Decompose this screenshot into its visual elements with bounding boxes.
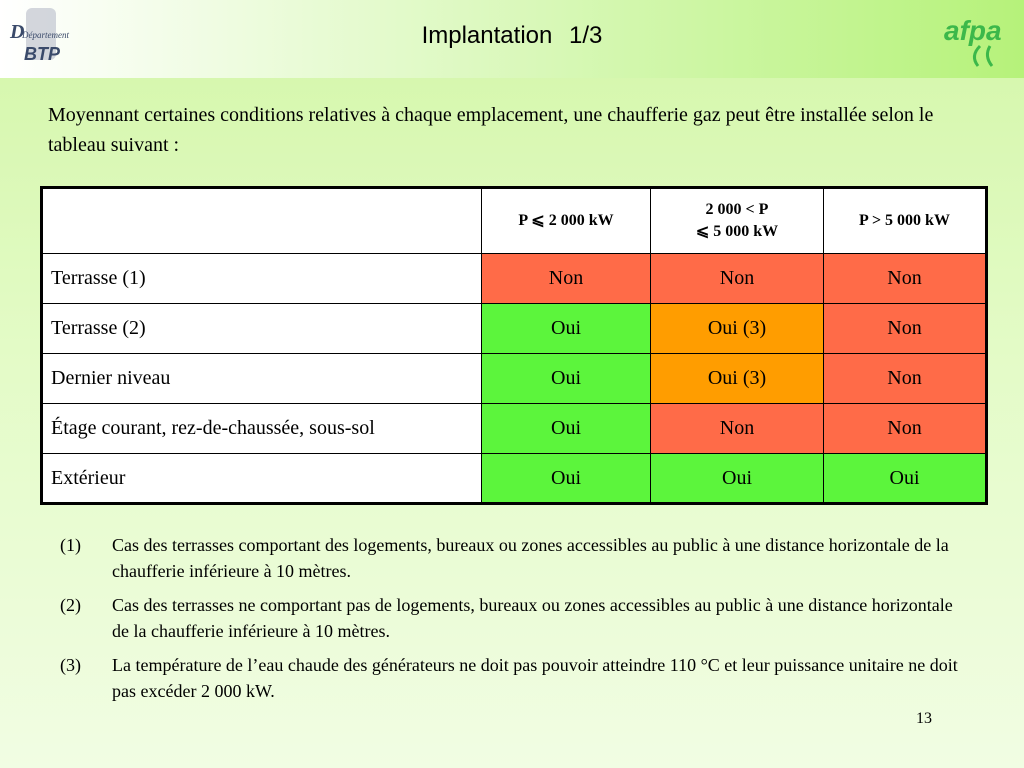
- row-label: Étage courant, rez-de-chaussée, sous-sol: [42, 404, 482, 454]
- table-row: [42, 404, 987, 454]
- logo-btp-text: BTP: [24, 44, 60, 64]
- row-label: Terrasse (2): [42, 304, 482, 354]
- installation-table: [40, 186, 988, 505]
- afpa-logo-graphic: [940, 4, 1018, 72]
- table-row: [42, 304, 987, 354]
- header-col-1: P ⩽ 2 000 kW: [482, 188, 651, 254]
- header-col-2-line-2: ⩽ 5 000 kW: [695, 223, 779, 240]
- footnote-item: [60, 592, 960, 644]
- title-page: 1/3: [569, 22, 603, 49]
- table-cell: Non: [482, 254, 651, 304]
- table-cell: Oui: [482, 404, 651, 454]
- table-cell: Oui: [482, 454, 651, 504]
- table-cell: Oui (3): [651, 354, 824, 404]
- intro-paragraph: Moyennant certaines conditions relatives à chaque emplacement, une chaufferie gaz peut être installée selon le tableau suivant :: [48, 104, 934, 156]
- footnote-number: (1): [60, 535, 81, 555]
- title-main: Implantation: [421, 22, 553, 49]
- row-label: Extérieur: [42, 454, 482, 504]
- afpa-logo: [940, 4, 1018, 72]
- table-row: [42, 254, 987, 304]
- footnote-number: (3): [60, 655, 81, 675]
- table-row: [42, 454, 987, 504]
- table-cell: Oui: [824, 454, 987, 504]
- header-col-2: [651, 188, 824, 254]
- table-cell: Non: [824, 304, 987, 354]
- table-cell: Non: [824, 404, 987, 454]
- slide-header: [0, 0, 1024, 78]
- table-row: [42, 354, 987, 404]
- page-title: [0, 22, 1024, 50]
- table-cell: Non: [651, 254, 824, 304]
- table-cell: Oui (3): [651, 304, 824, 354]
- page-number: 13: [916, 710, 932, 727]
- footnote-item: [60, 652, 960, 704]
- header-col-2-line-1: 2 000 < P: [705, 201, 769, 218]
- footnote-text: La température de l’eau chaude des générateurs ne doit pas pouvoir atteindre 110 °C et leur puissance unitaire ne doit pas excéder 2 000 kW.: [112, 655, 958, 701]
- footnote-item: [60, 532, 960, 584]
- logo-departement-text: Département: [22, 30, 69, 40]
- header-col-3: P > 5 000 kW: [824, 188, 987, 254]
- footnote-number: (2): [60, 595, 81, 615]
- afpa-logo-text: afpa: [944, 15, 1002, 46]
- table-cell: Non: [824, 254, 987, 304]
- table-cell: Non: [651, 404, 824, 454]
- logo-letter-d: D: [10, 21, 25, 43]
- footnotes: [60, 532, 960, 712]
- row-label: Dernier niveau: [42, 354, 482, 404]
- table-cell: Oui: [482, 304, 651, 354]
- header-empty-cell: [42, 188, 482, 254]
- footnote-text: Cas des terrasses comportant des logements, bureaux ou zones accessibles au public à une distance horizontale de la chaufferie inférieure à 10 mètres.: [112, 535, 949, 581]
- table-cell: Non: [824, 354, 987, 404]
- footnote-text: Cas des terrasses ne comportant pas de logements, bureaux ou zones accessibles au public à une distance horizontale de la chaufferie inférieure à 10 mètres.: [112, 595, 953, 641]
- table-cell: Oui: [482, 354, 651, 404]
- table-cell: Oui: [651, 454, 824, 504]
- table-header-row: [42, 188, 987, 254]
- row-label: Terrasse (1): [42, 254, 482, 304]
